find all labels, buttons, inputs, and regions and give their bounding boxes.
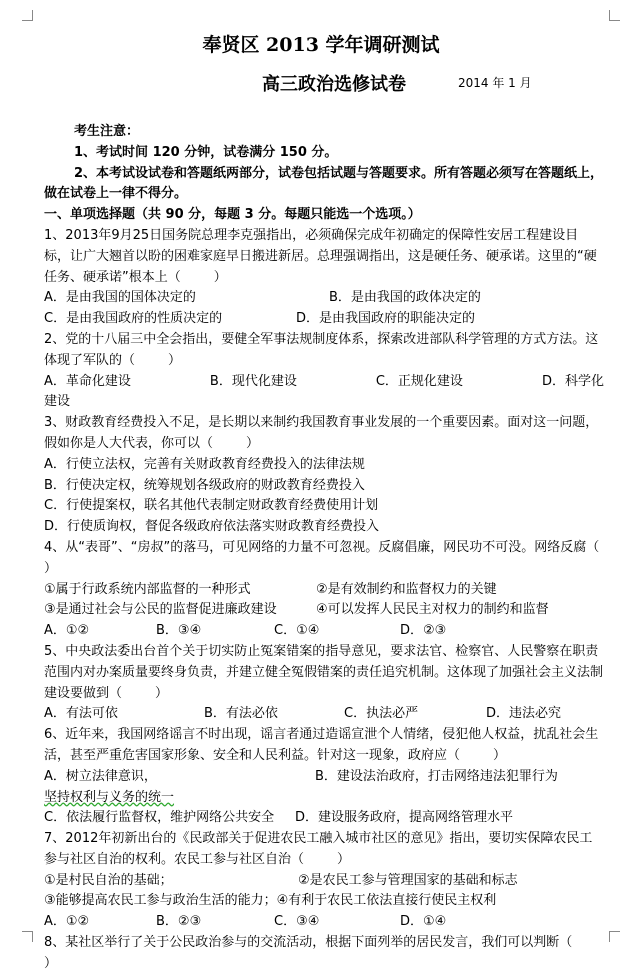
question-4-option-b: B．③④ [156,623,202,639]
question-6-options-row-1 [44,767,604,809]
question-6-option-d: D．建设服务政府，提高网络管理水平 [295,810,514,826]
question-7-statement-1: ①是村民自治的基础； [44,872,173,888]
question-7-option-d: D．①④ [400,914,447,930]
question-5-options [44,704,604,725]
question-4-statement-3: ③是通过社会与公民的监督促进廉政建设 [44,602,277,618]
question-5-stem: 5、中央政法委出台首个关于切实防止冤案错案的指导意见，要求法官、检察官、人民警察在职责范围内对办案质量要终身负责，并建立健全冤假错案的责任追究机制。这体现了加强社会主义法制建设要做到（ ） [44,643,604,701]
question-4-option-a: A．①② [44,623,90,639]
question-2-option-a: A．革命化建设 [44,373,131,389]
question-3-option-b: B．行使决定权，统筹规划各级政府的财政教育经费投入 [44,477,365,493]
question-7-statements-row-1 [44,871,604,892]
question-4-statement-2: ②是有效制约和监督权力的关键 [316,581,497,597]
question-2-options [44,372,604,393]
question-1-option-c: C．是由我国政府的性质决定的 [44,311,223,327]
question-2-option-b: B．现代化建设 [209,373,297,389]
margin-corner-top-right [609,10,620,21]
question-1-option-b: B．是由我国的政体决定的 [329,290,481,306]
question-5-option-d: D．违法必究 [486,706,562,722]
question-2-option-d: D．科学化 [541,373,604,389]
question-7-statements-3-4: ③能够提高农民工参与政治生活的能力；④有利于农民工依法直接行使民主权利 [44,893,497,909]
question-7-options [44,912,604,933]
question-1-option-a: A．是由我国的国体决定的 [44,290,196,306]
question-6-option-a-prefix: A．树立法律意识， [44,768,157,784]
question-5-option-b: B．有法必依 [204,706,278,722]
notice-item-1: 1、考试时间 120 分钟，试卷满分 150 分。 [74,144,338,160]
document-body [44,122,633,975]
question-7-stem: 7、2012年初新出台的《民政部关于促进农民工融入城市社区的意见》指出，要切实保障农民工参与社区自治的权利。农民工参与社区自治（ ） [44,831,593,867]
question-4-options [44,621,604,642]
question-4-statement-1: ①属于行政系统内部监督的一种形式 [44,581,251,597]
question-6-option-c: C．依法履行监督权，维护网络公共安全 [44,810,275,826]
question-1-options-row-1 [44,288,604,309]
question-3-stem: 3、财政教育经费投入不足，是长期以来制约我国教育事业发展的一个重要因素。面对这一问题，假如你是人大代表，你可以（ ） [44,415,599,451]
question-2-stem: 2、党的十八届三中全会指出，要健全军事法规制度体系，探索改进部队科学管理的方式方法。这体现了军队的（ ） [44,331,599,368]
question-8-stem: 8、某社区举行了关于公民政治参与的交流活动，根据下面列举的居民发言，我们可以判断（ ） [44,935,606,971]
question-4-statement-4: ④可以发挥人民民主对权力的制约和监督 [316,602,549,618]
question-5-option-c: C．执法必严 [344,706,419,722]
notice-heading: 考生注意： [74,124,140,139]
question-4-stem: 4、从“表哥”、“房叔”的落马，可见网络的力量不可忽视。反腐倡廉，网民功不可没。网络反腐（ ） [44,539,633,576]
question-2-option-c: C．正规化建设 [375,373,463,389]
question-7-option-b: B．②③ [156,914,202,930]
question-6-option-b: B．建设法治政府，打击网络违法犯罪行为 [315,768,558,784]
question-6-option-a-marked: 坚持权利与义务的统一 [44,789,175,805]
section-heading: 一、单项选择题（共 90 分，每题 3 分。每题只能选一个选项。） [44,207,421,223]
question-6-option-a [44,767,315,809]
notice-item-2: 2、本考试设试卷和答题纸两部分，试卷包括试题与答题要求。所有答题必须写在答题纸上，做在试卷上一律不得分。 [44,165,604,202]
question-4-option-c: C．①④ [274,623,320,639]
question-7-statement-2: ②是农民工参与管理国家的基础和标志 [298,872,518,888]
question-3-option-c: C．行使提案权，联名其他代表制定财政教育经费使用计划 [44,498,379,514]
margin-corner-top-left [22,10,33,21]
question-5-option-a: A．有法可依 [44,706,118,722]
exam-title: 奉贤区 2013 学年调研测试 [202,34,440,56]
question-3-option-d: D．行使质询权，督促各级政府依法落实财政教育经费投入 [44,519,380,535]
question-3-option-a: A．行使立法权，完善有关财政教育经费投入的法律法规 [44,456,365,472]
question-4-statements-row-1 [44,580,604,601]
exam-subtitle: 高三政治选修试卷 [262,74,406,95]
question-1-options-row-2 [44,309,604,330]
exam-date: 2014 年 1 月 [458,76,532,90]
question-1-stem: 1、2013年9月25日国务院总理李克强指出，必须确保完成年初确定的保障性安居工程建设目标，让广大翘首以盼的困难家庭早日搬进新居。总理强调指出，这是硬任务、硬承诺。这里的“硬任务、硬承诺”根本上（ ） [44,227,597,285]
margin-corner-bottom-left [22,931,33,942]
question-4-option-d: D．②③ [400,623,447,639]
question-7-option-c: C．③④ [274,914,320,930]
question-2-option-d-cont: 建设 [44,394,71,410]
question-7-option-a: A．①② [44,914,90,930]
question-1-option-d: D．是由我国政府的职能决定的 [296,311,476,327]
question-4-statements-row-2 [44,600,604,621]
margin-corner-bottom-right [609,931,620,942]
question-6-stem: 6、近年来，我国网络谣言不时出现，谣言者通过造谣宣泄个人情绪，侵犯他人权益，扰乱社会生活，甚至严重危害国家形象、安全和人民利益。针对这一现象，政府应（ ） [44,727,599,763]
question-6-options-row-2 [44,808,604,829]
